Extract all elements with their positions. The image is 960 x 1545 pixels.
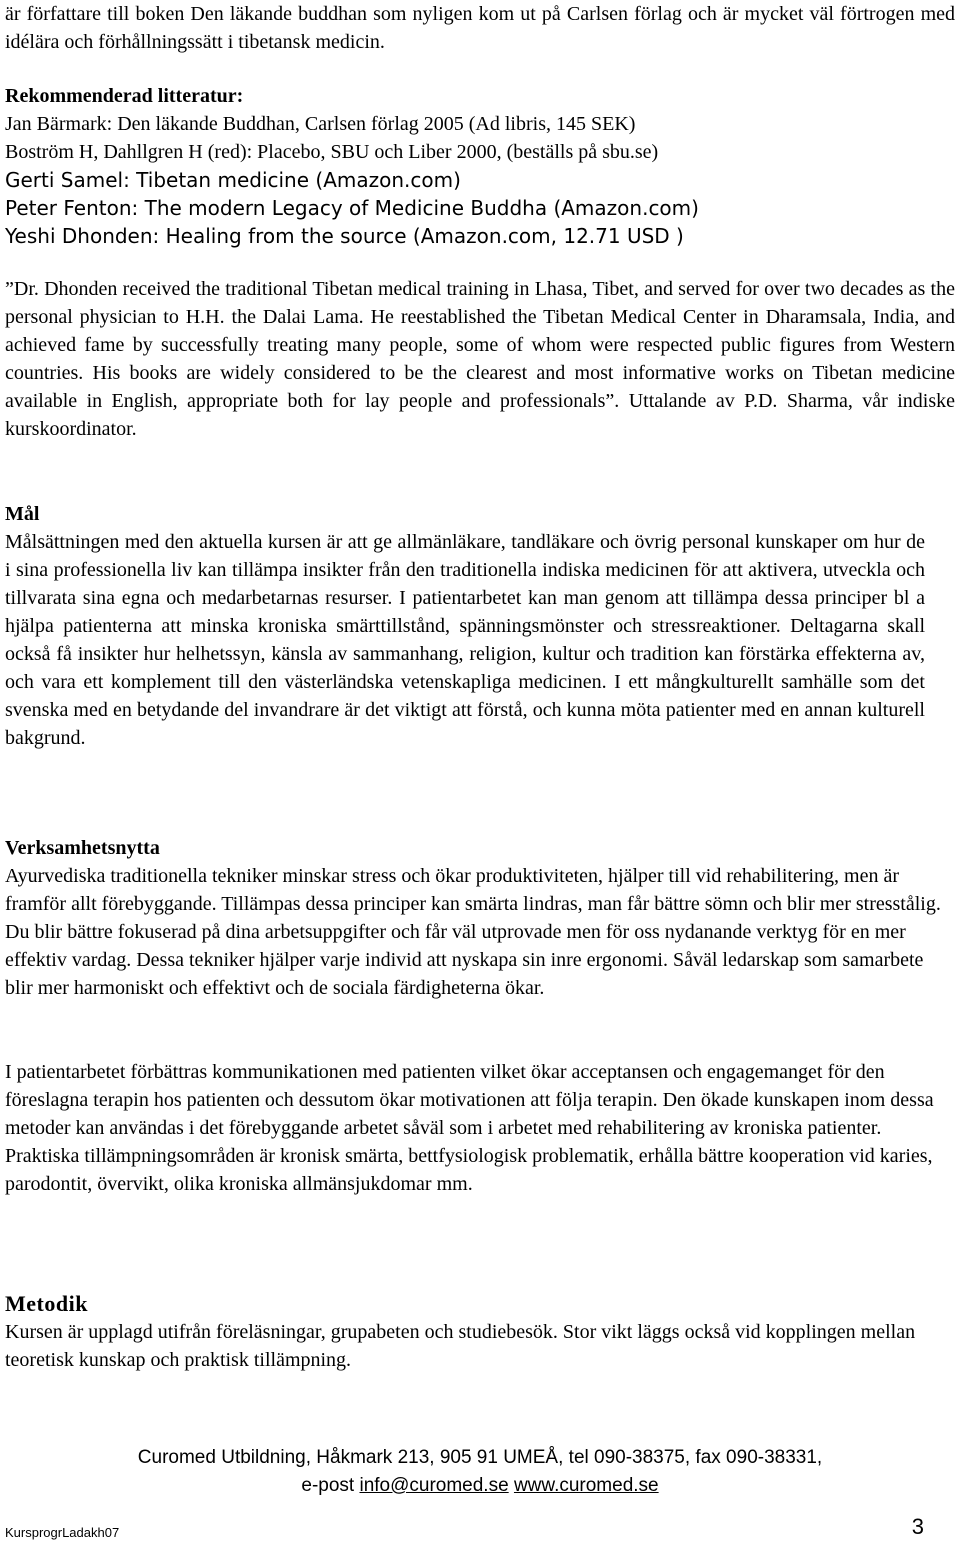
reading-item: Yeshi Dhonden: Healing from the source (Amazon.com, 12.71 USD )	[5, 224, 684, 248]
recommended-reading-section	[5, 82, 955, 250]
verksamhetsnytta-heading: Verksamhetsnytta	[5, 837, 160, 859]
verksamhetsnytta-paragraph: Ayurvediska traditionella tekniker minskar stress och ökar produktiviteten, hjälper till vid rehabilitering, men är framför allt förebyggande. Tillämpas dessa principer kan smärta lindras, man får bättre sömn och blir mer stresstålig. Du blir bättre fokuserad på dina arbetsuppgifter och får väl utprovade men för oss nydanande verktyg för en mer effektiv vardag. Dessa tekniker hjälper varje individ att nyskapa sin inre ergonomi. Såväl ledarskap som samarbete blir mer harmoniskt och effektivt och de sociala färdigheterna ökar.	[5, 865, 941, 999]
verksamhetsnytta-section	[5, 834, 955, 1002]
dhonden-quote-paragraph: ”Dr. Dhonden received the traditional Tibetan medical training in Lhasa, Tibet, and served for over two decades as the personal physician to H.H. the Dalai Lama. He reestablished the Tibetan Medical Center in Dharamsala, India, and achieved fame by successfully treating many people, some of whom were respected public figures from Western countries. His books are widely considered to be the clearest and most informative works on Tibetan medicine available in English, appropriate both for lay people and professionals”. Uttalande av P.D. Sharma, vår indiske kurskoordinator.	[5, 278, 955, 440]
metodik-paragraph: Kursen är upplagd utifrån föreläsningar, grupabeten och studiebesök. Stor vikt läggs också vid kopplingen mellan teoretisk kunskap och praktisk tillämpning.	[5, 1321, 916, 1371]
recommended-reading-title: Rekommenderad litteratur:	[5, 85, 244, 107]
patientarbete-paragraph: I patientarbetet förbättras kommunikationen med patienten vilket ökar acceptansen och engagemanget för den föreslagna terapin hos patienten och dessutom ökar motivationen att följa terapin. Den ökade kunskapen inom dessa metoder kan användas i det förebyggande arbetet såväl som i arbetet med rehabilitering av kroniska patienter. Praktiska tillämpningsområden är kronisk smärta, bettfysiologisk problematik, erhålla bättre kooperation vid karies, parodontit, övervikt, olika kroniska allmänsjukdomar mm.	[5, 1061, 934, 1195]
metodik-section	[5, 1290, 955, 1374]
intro-section	[5, 0, 955, 56]
reading-item: Gerti Samel: Tibetan medicine (Amazon.com)	[5, 168, 461, 192]
reading-item: Peter Fenton: The modern Legacy of Medicine Buddha (Amazon.com)	[5, 196, 699, 220]
footer-contact	[5, 1472, 955, 1500]
reading-item: Jan Bärmark: Den läkande Buddhan, Carlsen förlag 2005 (Ad libris, 145 SEK)	[5, 113, 636, 135]
document-id: KursprogrLadakh07	[5, 1525, 120, 1540]
mal-paragraph: Målsättningen med den aktuella kursen är att ge allmänläkare, tandläkare och övrig personal kunskaper om hur de i sina professionella liv kan tillämpa insikter från den traditionella indiska medicinen för att aktivera, utveckla och tillvarata sina egna och medarbetarnas resurser. I patientarbetet kan man genom att tillämpa dessa principer bl a hjälpa patienterna att minska kroniska smärttillstånd, spänningsmönster och stressreaktioner. Deltagarna skall också få insikter hur helhetssyn, känsla av sammanhang, religion, kultur och tradition kan förstärka effekterna av, och vara ett komplement till den västerländska vetenskapliga medicinen. I ett mångkulturellt samhälle som det svenska med en betydande del invandrare är det viktigt att förstå, och kunna möta patienter med en annan kulturell bakgrund.	[5, 531, 925, 749]
footer	[5, 1444, 955, 1500]
metodik-heading: Metodik	[5, 1291, 88, 1316]
footer-address: Curomed Utbildning, Håkmark 213, 905 91 UMEÅ, tel 090-38375, fax 090-38331,	[137, 1447, 823, 1468]
reading-item: Boström H, Dahllgren H (red): Placebo, SBU och Liber 2000, (beställs på sbu.se)	[5, 141, 659, 163]
patientarbete-section	[5, 1058, 955, 1198]
page-number: 3	[911, 1514, 924, 1539]
intro-paragraph: är författare till boken Den läkande buddhan som nyligen kom ut på Carlsen förlag och är mycket väl förtrogen med idélära och förhållningssätt i tibetansk medicin.	[5, 3, 955, 53]
mal-section	[5, 500, 925, 752]
footer-email-prefix: e-post	[301, 1475, 355, 1496]
website-link[interactable]: www.curomed.se	[513, 1475, 659, 1496]
dhonden-quote-section	[5, 275, 955, 443]
email-link[interactable]: info@curomed.se	[359, 1475, 509, 1496]
mal-heading: Mål	[5, 503, 40, 525]
